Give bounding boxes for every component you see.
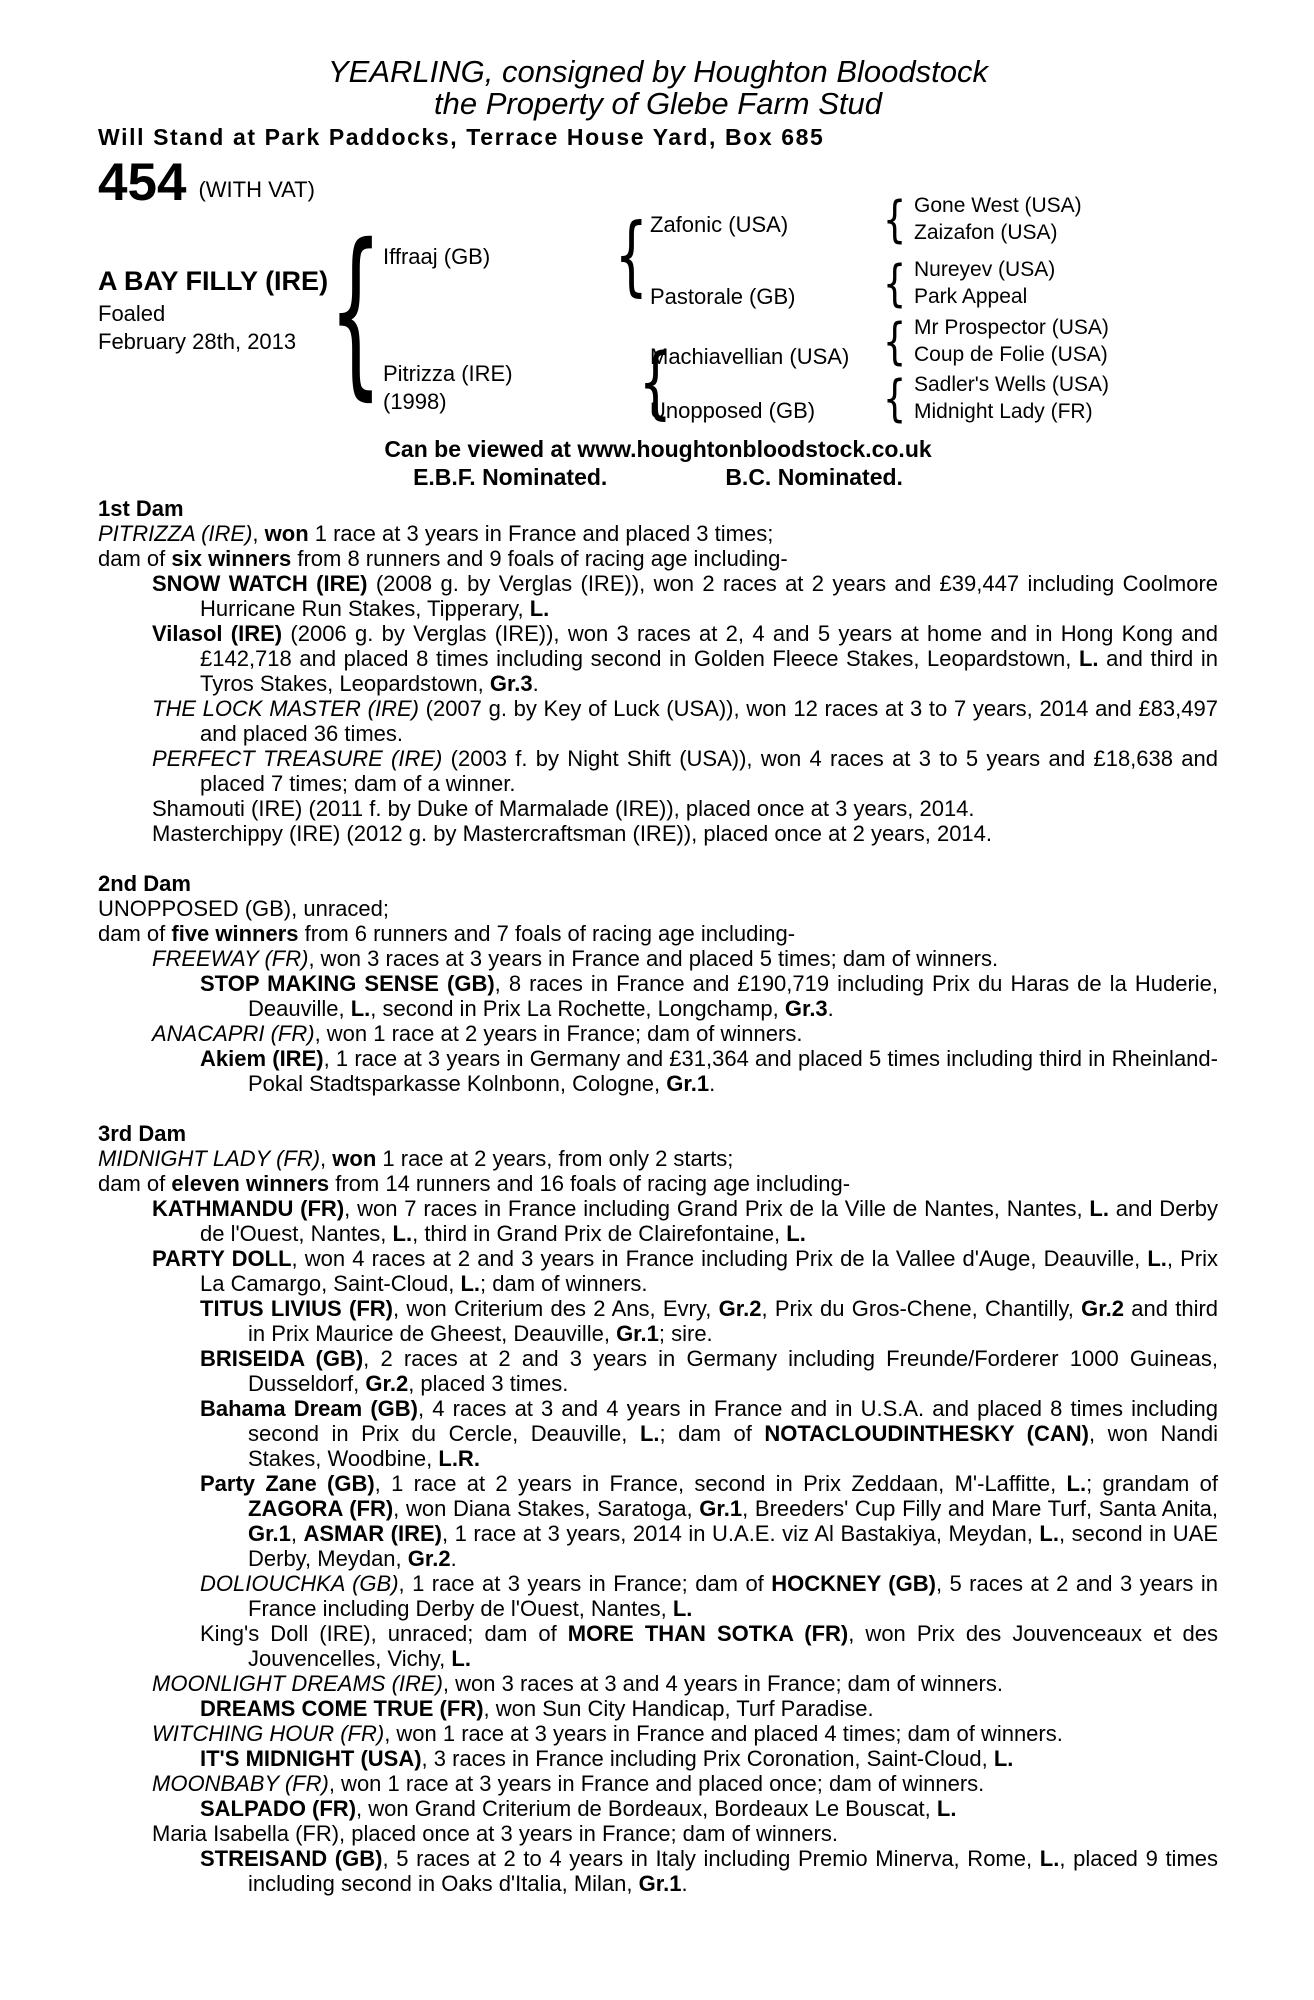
emphasis-segment: SALPADO (FR) bbox=[200, 1796, 357, 1821]
emphasis-segment: won bbox=[264, 521, 309, 546]
text-segment: , won Prix des Jouvenceaux et des Jouvencelles, Vichy, bbox=[248, 1621, 1218, 1671]
emphasis-segment: ANACAPRI (FR) bbox=[152, 1021, 315, 1046]
emphasis-segment: DOLIOUCHKA (GB) bbox=[200, 1571, 399, 1596]
emphasis-segment: PARTY DOLL bbox=[152, 1246, 292, 1271]
pedigree-brace bbox=[336, 208, 376, 416]
text-segment: , won 1 race at 3 years in France and placed once; dam of winners. bbox=[328, 1771, 985, 1796]
text-segment: , won 1 race at 3 years in France and placed 4 times; dam of winners. bbox=[384, 1721, 1063, 1746]
text-segment: , won Criterium des 2 Ans, Evry, bbox=[393, 1296, 719, 1321]
foaled-date: February 28th, 2013 bbox=[98, 329, 297, 354]
dam-sections bbox=[98, 496, 1218, 1896]
pedigree-brace bbox=[614, 204, 648, 306]
text-segment: , Prix La Camargo, Saint-Cloud, bbox=[200, 1246, 1218, 1296]
emphasis-segment: MORE THAN SOTKA (FR) bbox=[567, 1621, 849, 1646]
emphasis-segment: L. bbox=[1066, 1471, 1087, 1496]
text-segment: , 1 race at 3 years in Germany and £31,364 and placed 5 times including third in Rheinland-Pokal Stadtsparkasse Kolnbonn, Cologne, bbox=[248, 1046, 1218, 1096]
nomination-line bbox=[98, 464, 1218, 490]
pedigree-paragraph bbox=[200, 1396, 1219, 1471]
pedigree-paragraph bbox=[98, 1171, 1218, 1196]
text-segment: , bbox=[320, 1146, 333, 1171]
emphasis-segment: L. bbox=[672, 1596, 693, 1621]
section-heading: 3rd Dam bbox=[98, 1121, 187, 1146]
emphasis-segment: Gr.3 bbox=[784, 996, 828, 1021]
ebf-nominated: E.B.F. Nominated. bbox=[413, 464, 608, 490]
pedigree-paragraph bbox=[200, 1046, 1218, 1096]
text-segment: , 1 race at 3 years, 2014 in U.A.E. viz Al Bastakiya, Meydan, bbox=[442, 1521, 1040, 1546]
text-segment: and Derby de l'Ouest, Nantes, bbox=[200, 1196, 1218, 1246]
pedigree-table bbox=[98, 153, 1218, 432]
text-segment: (2008 g. by Verglas (IRE)), won 2 races at 2 years and £39,447 including Coolmore Hurricane Run Stakes, Tipperary, bbox=[200, 571, 1219, 621]
emphasis-segment: Gr.2 bbox=[1081, 1296, 1124, 1321]
pedigree-paragraph bbox=[200, 1346, 1218, 1396]
pedigree-paragraph bbox=[152, 946, 1218, 971]
text-segment: , 5 races at 2 and 3 years in France including Derby de l'Ouest, Nantes, bbox=[248, 1571, 1218, 1621]
emphasis-segment: L. bbox=[392, 1221, 413, 1246]
text-segment: dam of bbox=[98, 546, 172, 571]
pedigree-paragraph bbox=[200, 1696, 1218, 1721]
foaled-label: Foaled bbox=[98, 301, 166, 326]
text-segment: Shamouti (IRE) (2011 f. by Duke of Marmalade (IRE)), placed once at 3 years, 2014. bbox=[152, 796, 975, 821]
text-segment: (2007 g. by Key of Luck (USA)), won 12 races at 3 to 7 years, 2014 and £83,497 and placed 36 times. bbox=[200, 696, 1218, 746]
emphasis-segment: L. bbox=[350, 996, 371, 1021]
text-segment: , 8 races in France and £190,719 including Prix du Haras de la Huderie, Deauville, bbox=[248, 971, 1219, 1021]
pedigree-paragraph bbox=[98, 521, 1218, 546]
emphasis-segment: Party Zane (GB) bbox=[200, 1471, 375, 1496]
emphasis-segment: DREAMS COME TRUE (FR) bbox=[200, 1696, 484, 1721]
emphasis-segment: five winners bbox=[171, 921, 299, 946]
pedigree-paragraph bbox=[200, 1571, 1218, 1621]
text-segment: (2003 f. by Night Shift (USA)), won 4 races at 3 to 5 years and £18,638 and placed 7 times; dam of a winner. bbox=[200, 746, 1218, 796]
emphasis-segment: L. bbox=[936, 1796, 957, 1821]
lot-number: 454 bbox=[98, 153, 187, 212]
pedigree-paragraph bbox=[98, 896, 1218, 921]
text-segment: , won 7 races in France including Grand Prix de la Ville de Nantes, Nantes, bbox=[344, 1196, 1090, 1221]
pedigree-paragraph bbox=[200, 1621, 1218, 1671]
text-segment: and third in Tyros Stakes, Leopardstown, bbox=[200, 646, 1219, 696]
emphasis-segment: PITRIZZA (IRE) bbox=[98, 521, 253, 546]
dam-sire-name: Machiavellian (USA) bbox=[650, 344, 850, 369]
great-granddam-name: Park Appeal bbox=[914, 285, 1028, 308]
emphasis-segment: L. bbox=[993, 1746, 1014, 1771]
section-heading: 1st Dam bbox=[98, 496, 184, 521]
emphasis-segment: L. bbox=[451, 1646, 471, 1671]
pedigree-brace bbox=[880, 314, 910, 368]
text-segment: from 8 runners and 9 foals of racing age including- bbox=[291, 546, 788, 571]
text-segment: , 2 races at 2 and 3 years in Germany including Freunde/Forderer 1000 Guineas, Dusseldorf, bbox=[248, 1346, 1218, 1396]
emphasis-segment: Gr.2 bbox=[365, 1371, 409, 1396]
emphasis-segment: Gr.2 bbox=[407, 1546, 451, 1571]
pedigree-paragraph bbox=[152, 1246, 1218, 1296]
text-segment: from 6 runners and 7 foals of racing age including- bbox=[298, 921, 796, 946]
emphasis-segment: TITUS LIVIUS (FR) bbox=[200, 1296, 393, 1321]
sire-sire-name: Zafonic (USA) bbox=[650, 212, 789, 237]
great-grandsire-name: Mr Prospector (USA) bbox=[914, 316, 1109, 339]
emphasis-segment: L. bbox=[1078, 646, 1099, 671]
emphasis-segment: L. bbox=[529, 596, 550, 621]
great-grandsire-name: Sadler's Wells (USA) bbox=[914, 373, 1109, 396]
emphasis-segment: NOTACLOUDINTHESKY (CAN) bbox=[764, 1421, 1089, 1446]
pedigree-paragraph bbox=[200, 1746, 1218, 1771]
dam-name: Pitrizza (IRE) bbox=[383, 361, 513, 386]
emphasis-segment: MIDNIGHT LADY (FR) bbox=[98, 1146, 321, 1171]
emphasis-segment: Gr.1 bbox=[638, 1871, 682, 1896]
emphasis-segment: IT'S MIDNIGHT (USA) bbox=[200, 1746, 422, 1771]
emphasis-segment: L. bbox=[786, 1221, 806, 1246]
pedigree-paragraph bbox=[152, 1021, 1218, 1046]
emphasis-segment: L.R. bbox=[438, 1446, 480, 1471]
emphasis-segment: HOCKNEY (GB) bbox=[771, 1571, 936, 1596]
text-segment: , third in Grand Prix de Clairefontaine, bbox=[412, 1221, 787, 1246]
dam-year: (1998) bbox=[383, 389, 447, 414]
pedigree-brace bbox=[880, 192, 910, 246]
pedigree-paragraph bbox=[200, 1471, 1219, 1571]
emphasis-segment: L. bbox=[1089, 1196, 1109, 1221]
text-segment: ; grandam of bbox=[1086, 1471, 1219, 1496]
pedigree-paragraph bbox=[200, 1846, 1219, 1896]
emphasis-segment: won bbox=[332, 1146, 377, 1171]
pedigree-paragraph bbox=[200, 971, 1219, 1021]
emphasis-segment: FREEWAY (FR) bbox=[152, 946, 309, 971]
text-segment: , won Diana Stakes, Saratoga, bbox=[393, 1496, 700, 1521]
great-granddam-name: Midnight Lady (FR) bbox=[914, 400, 1093, 423]
text-segment: from 14 runners and 16 foals of racing age including- bbox=[329, 1171, 851, 1196]
emphasis-segment: MOONLIGHT DREAMS (IRE) bbox=[152, 1671, 443, 1696]
emphasis-segment: SNOW WATCH (IRE) bbox=[152, 571, 368, 596]
emphasis-segment: L. bbox=[460, 1271, 481, 1296]
emphasis-segment: Gr.2 bbox=[718, 1296, 762, 1321]
emphasis-segment: THE LOCK MASTER (IRE) bbox=[152, 696, 419, 721]
emphasis-segment: ASMAR (IRE) bbox=[303, 1521, 442, 1546]
text-segment: , 1 race at 2 years in France, second in Prix Zeddaan, M'-Laffitte, bbox=[374, 1471, 1067, 1496]
pedigree-paragraph bbox=[152, 1721, 1218, 1746]
emphasis-segment: Gr.3 bbox=[489, 671, 533, 696]
text-segment: , placed 9 times including second in Oaks d'Italia, Milan, bbox=[248, 1846, 1219, 1896]
emphasis-segment: six winners bbox=[171, 546, 292, 571]
text-segment: 1 race at 2 years, from only 2 starts; bbox=[376, 1146, 734, 1171]
pedigree-paragraph bbox=[200, 1296, 1219, 1346]
pedigree-paragraph bbox=[152, 1821, 1218, 1846]
text-segment: , won 4 races at 2 and 3 years in France including Prix de la Vallee d'Auge, Deauville, bbox=[291, 1246, 1148, 1271]
text-segment: and third in Prix Maurice de Gheest, Deauville, bbox=[248, 1296, 1219, 1346]
pedigree-paragraph bbox=[152, 696, 1218, 746]
text-segment: (2006 g. by Verglas (IRE)), won 3 races at 2, 4 and 5 years at home and in Hong Kong and £142,718 and placed 8 times including second in Golden Fleece Stakes, Leopardstown, bbox=[200, 621, 1218, 671]
text-segment: , 5 races at 2 to 4 years in Italy including Premio Minerva, Rome, bbox=[382, 1846, 1040, 1871]
pedigree-paragraph bbox=[152, 746, 1218, 796]
pedigree-paragraph bbox=[152, 571, 1219, 621]
emphasis-segment: eleven winners bbox=[171, 1171, 330, 1196]
emphasis-segment: BRISEIDA (GB) bbox=[200, 1346, 364, 1371]
pedigree-paragraph bbox=[200, 1796, 1218, 1821]
emphasis-segment: Gr.1 bbox=[699, 1496, 743, 1521]
text-segment: , won 1 race at 2 years in France; dam of winners. bbox=[314, 1021, 803, 1046]
lot-header bbox=[98, 153, 315, 212]
pedigree-brace bbox=[880, 256, 910, 310]
great-granddam-name: Coup de Folie (USA) bbox=[914, 343, 1108, 366]
text-segment: ; dam of winners. bbox=[480, 1271, 648, 1296]
text-segment: , 3 races in France including Prix Coronation, Saint-Cloud, bbox=[421, 1746, 994, 1771]
text-segment: , Breeders' Cup Filly and Mare Turf, Santa Anita, bbox=[742, 1496, 1218, 1521]
text-segment: Masterchippy (IRE) (2012 g. by Mastercraftsman (IRE)), placed once at 2 years, 2014. bbox=[152, 821, 993, 846]
text-segment: , won Sun City Handicap, Turf Paradise. bbox=[483, 1696, 874, 1721]
pedigree-paragraph bbox=[152, 1671, 1218, 1696]
text-segment: , bbox=[290, 1521, 304, 1546]
bc-nominated: B.C. Nominated. bbox=[725, 464, 903, 490]
text-segment: King's Doll (IRE), unraced; dam of bbox=[200, 1621, 568, 1646]
section-heading: 2nd Dam bbox=[98, 871, 191, 896]
emphasis-segment: L. bbox=[1039, 1521, 1059, 1546]
emphasis-segment: ZAGORA (FR) bbox=[248, 1496, 394, 1521]
text-segment: , won Grand Criterium de Bordeaux, Bordeaux Le Bouscat, bbox=[356, 1796, 937, 1821]
text-segment: . bbox=[681, 1871, 688, 1896]
text-segment: , Prix du Gros-Chene, Chantilly, bbox=[761, 1296, 1082, 1321]
pedigree-paragraph bbox=[98, 921, 1218, 946]
text-segment: , second in UAE Derby, Meydan, bbox=[248, 1521, 1218, 1571]
vat-note: (WITH VAT) bbox=[198, 177, 315, 202]
property-line: the Property of Glebe Farm Stud bbox=[434, 86, 882, 121]
pedigree-paragraph bbox=[152, 821, 1218, 846]
pedigree-paragraph bbox=[98, 546, 1218, 571]
emphasis-segment: Gr.1 bbox=[666, 1071, 710, 1096]
emphasis-segment: L. bbox=[639, 1421, 660, 1446]
text-segment: , 1 race at 3 years in France; dam of bbox=[398, 1571, 772, 1596]
emphasis-segment: WITCHING HOUR (FR) bbox=[152, 1721, 385, 1746]
text-segment: . bbox=[532, 671, 539, 696]
text-segment: UNOPPOSED (GB), unraced; bbox=[98, 896, 389, 921]
text-segment: dam of bbox=[98, 921, 172, 946]
emphasis-segment: PERFECT TREASURE (IRE) bbox=[152, 746, 443, 771]
viewing-note: Can be viewed at www.houghtonbloodstock.co.uk bbox=[384, 436, 932, 462]
text-segment: dam of bbox=[98, 1171, 172, 1196]
pedigree-paragraph bbox=[152, 1196, 1218, 1246]
emphasis-segment: KATHMANDU (FR) bbox=[152, 1196, 345, 1221]
emphasis-segment: MOONBABY (FR) bbox=[152, 1771, 329, 1796]
emphasis-segment: Gr.1 bbox=[616, 1321, 659, 1346]
emphasis-segment: Bahama Dream (GB) bbox=[200, 1396, 419, 1421]
emphasis-segment: L. bbox=[1039, 1846, 1060, 1871]
great-grandsire-name: Gone West (USA) bbox=[914, 194, 1082, 217]
emphasis-segment: L. bbox=[1147, 1246, 1167, 1271]
emphasis-segment: Gr.1 bbox=[248, 1521, 291, 1546]
text-segment: , bbox=[252, 521, 265, 546]
emphasis-segment: Vilasol (IRE) bbox=[152, 621, 283, 646]
text-segment: Maria Isabella (FR), placed once at 3 years in France; dam of winners. bbox=[152, 1821, 838, 1846]
text-segment: , 4 races at 3 and 4 years in France and in U.S.A. and placed 8 times including second in Prix du Cercle, Deauville, bbox=[248, 1396, 1219, 1446]
text-segment: ; sire. bbox=[658, 1321, 713, 1346]
dam-dam-name: Unopposed (GB) bbox=[650, 398, 816, 423]
text-segment: , placed 3 times. bbox=[408, 1371, 569, 1396]
emphasis-segment: Akiem (IRE) bbox=[200, 1046, 324, 1071]
text-segment: 1 race at 3 years in France and placed 3 times; bbox=[308, 521, 774, 546]
consignor-line: YEARLING, consigned by Houghton Bloodstock bbox=[328, 54, 988, 89]
pedigree-brace bbox=[880, 371, 910, 425]
great-granddam-name: Zaizafon (USA) bbox=[914, 221, 1058, 244]
stand-location-line: Will Stand at Park Paddocks, Terrace House Yard, Box 685 bbox=[98, 124, 825, 150]
sire-dam-name: Pastorale (GB) bbox=[650, 284, 796, 309]
sire-name: Iffraaj (GB) bbox=[383, 244, 491, 269]
pedigree-paragraph bbox=[98, 1146, 1218, 1171]
emphasis-segment: STREISAND (GB) bbox=[200, 1846, 383, 1871]
text-segment: . bbox=[827, 996, 834, 1021]
text-segment: , won 3 races at 3 and 4 years in France; dam of winners. bbox=[442, 1671, 1003, 1696]
text-segment: , second in Prix La Rochette, Longchamp, bbox=[370, 996, 785, 1021]
emphasis-segment: STOP MAKING SENSE (GB) bbox=[200, 971, 495, 996]
horse-name: A BAY FILLY (IRE) bbox=[98, 266, 329, 296]
pedigree-paragraph bbox=[152, 621, 1219, 696]
pedigree-paragraph bbox=[152, 796, 1218, 821]
text-segment: . bbox=[709, 1071, 716, 1096]
text-segment: . bbox=[450, 1546, 457, 1571]
text-segment: , won Nandi Stakes, Woodbine, bbox=[248, 1421, 1219, 1471]
pedigree-paragraph bbox=[152, 1771, 1218, 1796]
great-grandsire-name: Nureyev (USA) bbox=[914, 258, 1056, 281]
text-segment: , won 3 races at 3 years in France and placed 5 times; dam of winners. bbox=[308, 946, 999, 971]
text-segment: ; dam of bbox=[659, 1421, 765, 1446]
